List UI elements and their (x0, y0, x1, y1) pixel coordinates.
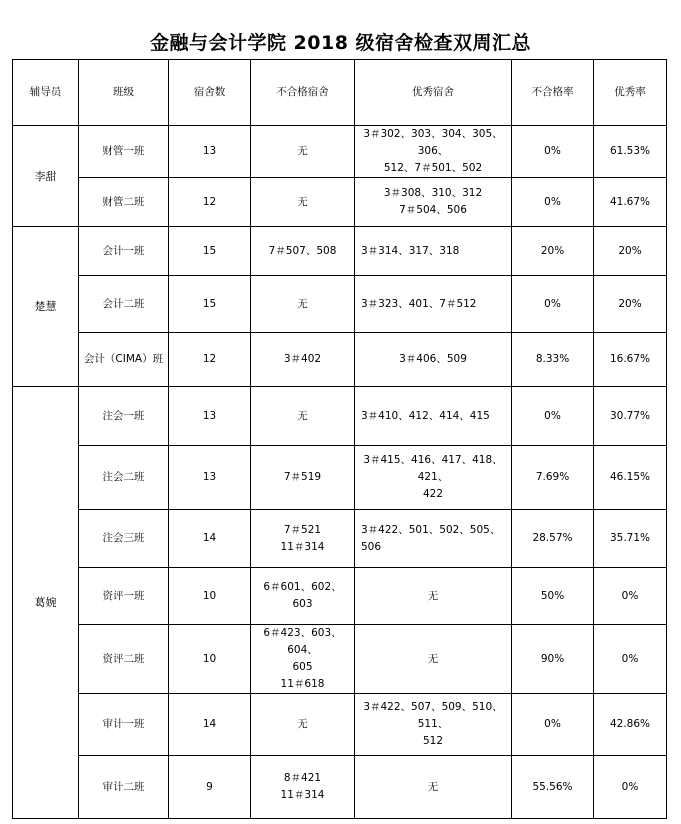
cell-line: 3＃314、317、318 (361, 244, 460, 257)
excellent-rate-cell: 0% (594, 625, 667, 694)
cell-line: 3＃402 (283, 353, 322, 365)
table-row (13, 446, 667, 510)
cell-line: 3＃323、401、7＃512 (361, 297, 477, 310)
excellent-rate-cell: 42.86% (594, 694, 667, 756)
class-cell: 注会二班 (79, 446, 169, 510)
cell-line: 3＃415、416、417、418、421、 (363, 454, 503, 483)
unqualified-rate-cell: 0% (512, 178, 594, 227)
cell-line: 11＃618 (280, 678, 325, 690)
excellent-dorms-cell (355, 625, 512, 694)
dorm-count-cell: 9 (169, 756, 251, 819)
excellent-dorms-cell (355, 568, 512, 625)
table-header-row (13, 60, 667, 126)
excellent-rate-cell: 16.67% (594, 333, 667, 387)
unqualified-rate-cell: 90% (512, 625, 594, 694)
unqualified-dorms-cell (251, 227, 355, 276)
cell-line: 无 (427, 780, 439, 793)
document-title: 金融与会计学院 2018 级宿舍检查双周汇总 (149, 32, 532, 54)
header-unqualified: 不合格宿舍 (251, 60, 355, 126)
cell-line: 512 (422, 735, 444, 747)
table-row (13, 694, 667, 756)
unqualified-rate-cell: 8.33% (512, 333, 594, 387)
header-excellent: 优秀宿舍 (355, 60, 512, 126)
excellent-dorms-cell (355, 756, 512, 819)
header-excellent-rate: 优秀率 (594, 60, 667, 126)
unqualified-dorms-cell (251, 625, 355, 694)
table-row (13, 126, 667, 178)
counselor-cell: 葛婉 (13, 387, 79, 819)
cell-line: 7＃519 (283, 471, 322, 483)
unqualified-rate-cell: 7.69% (512, 446, 594, 510)
class-cell: 审计一班 (79, 694, 169, 756)
excellent-rate-cell: 61.53% (594, 126, 667, 178)
cell-line: 3＃410、412、414、415 (361, 409, 490, 422)
unqualified-dorms-cell (251, 446, 355, 510)
class-cell: 会计二班 (79, 276, 169, 333)
dorm-count-cell: 15 (169, 227, 251, 276)
table-row (13, 568, 667, 625)
unqualified-rate-cell: 0% (512, 694, 594, 756)
cell-line: 3＃308、310、312 (383, 187, 483, 199)
dorm-count-cell: 12 (169, 178, 251, 227)
cell-line: 无 (297, 718, 308, 730)
table-row (13, 625, 667, 694)
cell-line: 605 (292, 661, 313, 673)
unqualified-rate-cell: 0% (512, 387, 594, 446)
unqualified-dorms-cell (251, 126, 355, 178)
excellent-rate-cell: 0% (594, 568, 667, 625)
cell-line: 3＃406、509 (399, 353, 467, 365)
header-unqualified-rate: 不合格率 (512, 60, 594, 126)
unqualified-rate-cell: 0% (512, 126, 594, 178)
cell-line: 11＃314 (280, 789, 325, 801)
counselor-cell: 楚慧 (13, 227, 79, 387)
cell-line: 无 (297, 297, 308, 310)
dorm-count-cell: 12 (169, 333, 251, 387)
excellent-dorms-cell (355, 178, 512, 227)
table-row (13, 510, 667, 568)
class-cell: 审计二班 (79, 756, 169, 819)
table-row (13, 333, 667, 387)
cell-line: 11＃314 (280, 540, 325, 553)
cell-line: 422 (422, 488, 444, 500)
cell-line: 3＃302、303、304、305、306、 (363, 128, 503, 157)
dorm-count-cell: 14 (169, 510, 251, 568)
unqualified-dorms-cell (251, 387, 355, 446)
unqualified-rate-cell: 55.56% (512, 756, 594, 819)
cell-line: 6＃601、602、603 (263, 581, 342, 610)
table-row (13, 756, 667, 819)
class-cell: 财管一班 (79, 126, 169, 178)
unqualified-dorms-cell (251, 276, 355, 333)
excellent-dorms-cell (355, 276, 512, 333)
unqualified-dorms-cell (251, 178, 355, 227)
dorm-count-cell: 13 (169, 387, 251, 446)
counselor-cell: 李甜 (13, 126, 79, 227)
cell-line: 无 (297, 195, 308, 208)
class-cell: 注会一班 (79, 387, 169, 446)
cell-line: 7＃504、506 (399, 204, 467, 216)
cell-line: 6＃423、603、604、 (263, 627, 342, 656)
header-class: 班级 (79, 60, 169, 126)
cell-line: 7＃521 (283, 523, 322, 536)
cell-line: 3＃422、507、509、510、511、 (363, 701, 503, 730)
excellent-dorms-cell (355, 126, 512, 178)
dorm-count-cell: 14 (169, 694, 251, 756)
excellent-rate-cell: 46.15% (594, 446, 667, 510)
cell-line: 无 (297, 145, 308, 157)
class-cell: 资评一班 (79, 568, 169, 625)
class-cell: 资评二班 (79, 625, 169, 694)
cell-line: 无 (427, 589, 439, 602)
header-counselor: 辅导员 (13, 60, 79, 126)
cell-line: 7＃507、508 (268, 244, 337, 257)
excellent-dorms-cell (355, 694, 512, 756)
dorm-count-cell: 13 (169, 126, 251, 178)
excellent-dorms-cell (355, 387, 512, 446)
unqualified-rate-cell: 50% (512, 568, 594, 625)
header-dorm-count: 宿舍数 (169, 60, 251, 126)
unqualified-dorms-cell (251, 568, 355, 625)
dorm-count-cell: 15 (169, 276, 251, 333)
dorm-inspection-table (12, 59, 667, 819)
class-cell: 会计（CIMA）班 (79, 333, 169, 387)
cell-line: 512、7＃501、502 (383, 162, 483, 174)
excellent-dorms-cell (355, 510, 512, 568)
unqualified-dorms-cell (251, 510, 355, 568)
table-row (13, 227, 667, 276)
class-cell: 会计一班 (79, 227, 169, 276)
unqualified-dorms-cell (251, 756, 355, 819)
cell-line: 8＃421 (283, 772, 322, 784)
excellent-rate-cell: 20% (594, 227, 667, 276)
unqualified-rate-cell: 28.57% (512, 510, 594, 568)
cell-line: 3＃422、501、502、505、506 (361, 523, 501, 553)
class-cell: 财管二班 (79, 178, 169, 227)
excellent-rate-cell: 20% (594, 276, 667, 333)
table-row (13, 387, 667, 446)
cell-line: 无 (427, 652, 439, 665)
unqualified-rate-cell: 0% (512, 276, 594, 333)
excellent-dorms-cell (355, 446, 512, 510)
excellent-dorms-cell (355, 333, 512, 387)
excellent-dorms-cell (355, 227, 512, 276)
dorm-count-cell: 10 (169, 568, 251, 625)
dorm-count-cell: 10 (169, 625, 251, 694)
class-cell: 注会三班 (79, 510, 169, 568)
unqualified-dorms-cell (251, 694, 355, 756)
table-row (13, 276, 667, 333)
excellent-rate-cell: 41.67% (594, 178, 667, 227)
table-row (13, 178, 667, 227)
unqualified-dorms-cell (251, 333, 355, 387)
unqualified-rate-cell: 20% (512, 227, 594, 276)
cell-line: 无 (297, 409, 308, 422)
excellent-rate-cell: 0% (594, 756, 667, 819)
excellent-rate-cell: 30.77% (594, 387, 667, 446)
excellent-rate-cell: 35.71% (594, 510, 667, 568)
dorm-count-cell: 13 (169, 446, 251, 510)
